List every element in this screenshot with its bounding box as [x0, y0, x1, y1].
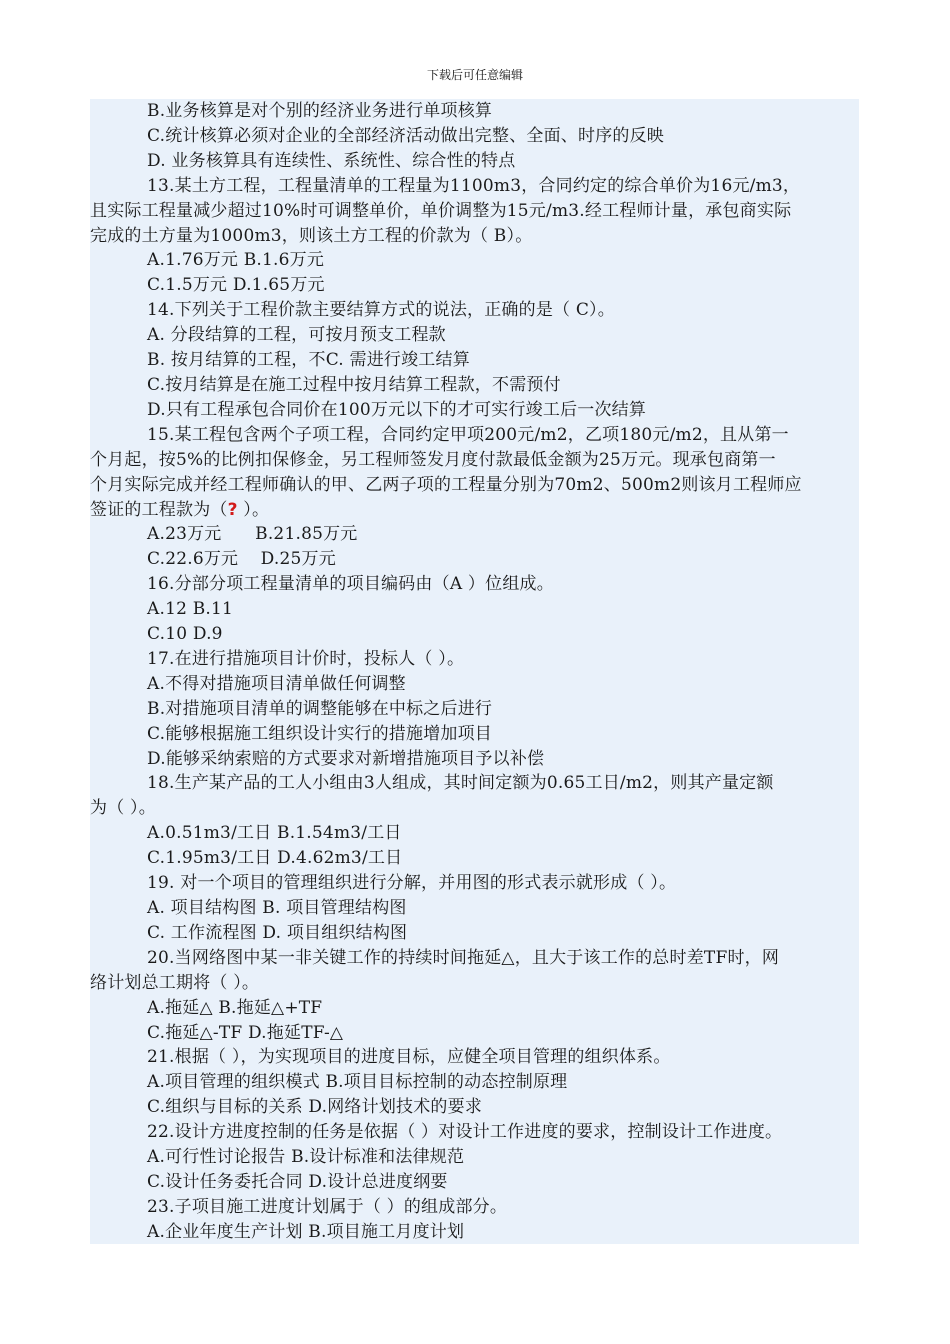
text-line: 17.在进行措施项目计价时，投标人（ ）。 — [147, 648, 465, 669]
text-line: 13.某土方工程，工程量清单的工程量为1100m3，合同约定的综合单价为16元/m3， — [147, 175, 801, 196]
text-line: C.拖延△-TF D.拖延TF-△ — [147, 1022, 344, 1043]
page-header: 下载后可任意编辑 — [426, 68, 523, 82]
text-line: C.22.6万元 D.25万元 — [147, 549, 336, 570]
text-line: C. 工作流程图 D. 项目组织结构图 — [147, 922, 408, 943]
text-line: A.项目管理的组织模式 B.项目目标控制的动态控制原理 — [147, 1072, 568, 1093]
text-line: 22.设计方进度控制的任务是依据（ ）对设计工作进度的要求，控制设计工作进度。 — [147, 1122, 783, 1143]
text-line: C.按月结算是在施工过程中按月结算工程款，不需预付 — [147, 374, 561, 395]
text-line: 为（ ）。 — [90, 798, 156, 819]
text-line: 21.根据（ ），为实现项目的进度目标，应健全项目管理的组织体系。 — [147, 1047, 671, 1068]
text-line: A.不得对措施项目清单做任何调整 — [147, 673, 406, 694]
text-line: 络计划总工期将（ ）。 — [90, 972, 260, 993]
text-line: C.设计任务委托合同 D.设计总进度纲要 — [147, 1171, 448, 1192]
text-line: D.能够采纳索赔的方式要求对新增措施项目予以补偿 — [147, 748, 545, 769]
text-line: A.可行性讨论报告 B.设计标准和法律规范 — [147, 1147, 465, 1168]
document-body — [90, 99, 859, 1244]
text-line: A.企业年度生产计划 B.项目施工月度计划 — [147, 1221, 465, 1242]
text-line: 15.某工程包含两个子项工程，合同约定甲项200元/m2，乙项180元/m2，且从第一 — [147, 424, 789, 445]
text-line: B. 按月结算的工程，不C. 需进行竣工结算 — [147, 350, 470, 371]
text-line: A.23万元 B.21.85万元 — [147, 524, 358, 545]
text-line: A. 分段结算的工程，可按月预支工程款 — [147, 325, 446, 346]
text-segment: 签证的工程款为（ — [90, 499, 228, 520]
answer-unknown-mark: ? — [227, 499, 238, 520]
text-line: C.能够根据施工组织设计实行的措施增加项目 — [147, 723, 493, 744]
text-line: A.1.76万元 B.1.6万元 — [147, 250, 325, 271]
text-line: 20.当网络图中某一非关键工作的持续时间拖延△，且大于该工作的总时差TF时，网 — [147, 947, 780, 968]
text-line: 23.子项目施工进度计划属于（ ）的组成部分。 — [147, 1196, 508, 1217]
text-line: 完成的土方量为1000m3，则该土方工程的价款为（ B）。 — [90, 225, 533, 246]
text-line: C.统计核算必须对企业的全部经济活动做出完整、全面、时序的反映 — [147, 125, 665, 146]
text-line: D. 业务核算具有连续性、系统性、综合性的特点 — [147, 150, 516, 171]
text-line: 18.生产某产品的工人小组由3人组成，其时间定额为0.65工日/m2，则其产量定额 — [147, 773, 774, 794]
text-line: B.业务核算是对个别的经济业务进行单项核算 — [147, 101, 493, 121]
text-line: C.10 D.9 — [147, 624, 223, 645]
text-line: C.1.5万元 D.1.65万元 — [147, 275, 325, 296]
text-line: 个月实际完成并经工程师确认的甲、乙两子项的工程量分别为70m2、500m2则该月工程师应 — [90, 474, 802, 495]
text-segment: ）。 — [237, 499, 270, 520]
text-line: A.拖延△ B.拖延△+TF — [147, 997, 323, 1018]
text-line: 14.下列关于工程价款主要结算方式的说法，正确的是（ C）。 — [147, 300, 615, 321]
text-line: 16.分部分项工程量清单的项目编码由（A ）位组成。 — [147, 574, 554, 595]
text-line: B.对措施项目清单的调整能够在中标之后进行 — [147, 698, 493, 719]
text-line: A.0.51m3/工日 B.1.54m3/工日 — [147, 823, 402, 844]
text-line: C.组织与目标的关系 D.网络计划技术的要求 — [147, 1097, 483, 1118]
text-line: C.1.95m3/工日 D.4.62m3/工日 — [147, 848, 403, 869]
text-line: 且实际工程量减少超过10%时可调整单价，单价调整为15元/m3.经工程师计量，承包商实际 — [90, 200, 792, 221]
text-line: 19. 对一个项目的管理组织进行分解，并用图的形式表示就形成（ ）。 — [147, 873, 677, 894]
text-line: 个月起，按5%的比例扣保修金，另工程师签发月度付款最低金额为25万元。现承包商第一 — [90, 449, 776, 470]
text-line — [90, 498, 859, 523]
text-line: A. 项目结构图 B. 项目管理结构图 — [147, 898, 407, 918]
text-line: D.只有工程承包合同价在100万元以下的才可实行竣工后一次结算 — [147, 399, 647, 420]
text-line: A.12 B.11 — [147, 599, 234, 620]
